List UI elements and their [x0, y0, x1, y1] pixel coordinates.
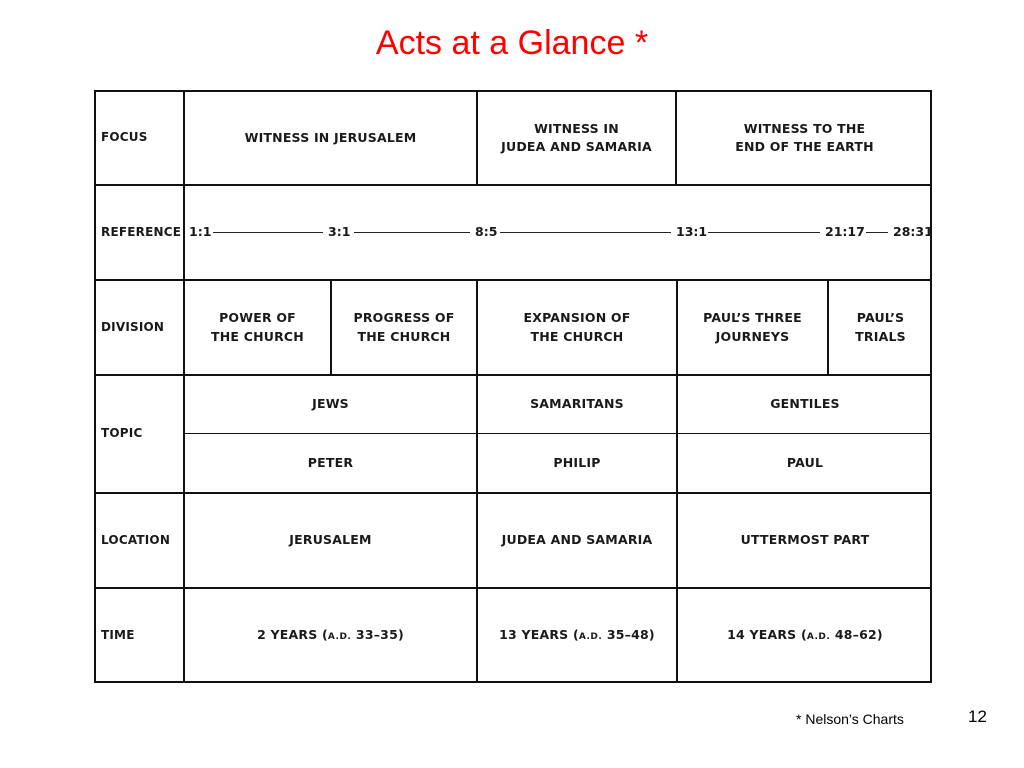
topic-philip: PHILIP	[553, 454, 601, 470]
location-jerusalem: JERUSALEM	[289, 532, 372, 548]
reference-line-5	[866, 232, 888, 233]
reference-line-1	[213, 232, 323, 233]
row-label-reference: REFERENCE	[101, 224, 182, 239]
time-2-years: 2 YEARS (A.D. 33–35)	[257, 627, 404, 643]
topic-gentiles: GENTILES	[770, 396, 840, 412]
reference-point-3: 8:5	[475, 224, 498, 239]
footnote-source: * Nelson’s Charts	[796, 711, 904, 727]
row-divider-focus	[94, 184, 932, 186]
reference-point-5: 21:17	[825, 224, 865, 239]
page-number: 12	[968, 707, 987, 726]
topic-peter: PETER	[307, 454, 354, 470]
division-power: POWER OF THE CHURCH	[211, 310, 304, 344]
reference-point-2: 3:1	[328, 224, 351, 239]
location-judea-samaria: JUDEA AND SAMARIA	[501, 532, 653, 548]
reference-line-3	[500, 232, 671, 233]
division-trials: PAUL’S TRIALS	[855, 310, 906, 344]
division-expansion: EXPANSION OF THE CHURCH	[523, 310, 631, 344]
reference-line-2	[354, 232, 470, 233]
topic-samaritans: SAMARITANS	[530, 396, 624, 412]
location-uttermost: UTTERMOST PART	[740, 532, 870, 548]
time-13-years: 13 YEARS (A.D. 35–48)	[499, 627, 655, 643]
topic-paul: PAUL	[786, 454, 824, 470]
division-journeys: PAUL’S THREE JOURNEYS	[703, 310, 802, 344]
reference-point-6: 28:31	[893, 224, 933, 239]
focus-judea-samaria: WITNESS IN JUDEA AND SAMARIA	[501, 120, 652, 154]
row-label-time: TIME	[101, 627, 135, 642]
row-label-division: DIVISION	[101, 319, 165, 334]
reference-line-4	[708, 232, 820, 233]
row-label-focus: FOCUS	[101, 129, 148, 144]
reference-point-4: 13:1	[676, 224, 708, 239]
row-label-topic: TOPIC	[101, 426, 143, 441]
slide-title: Acts at a Glance *	[375, 24, 649, 62]
topic-jews: JEWS	[312, 396, 349, 412]
time-14-years: 14 YEARS (A.D. 48–62)	[727, 627, 883, 643]
division-progress: PROGRESS OF THE CHURCH	[353, 310, 455, 344]
focus-jerusalem: WITNESS IN JERUSALEM	[244, 129, 417, 145]
reference-point-1: 1:1	[189, 224, 212, 239]
row-label-location: LOCATION	[101, 532, 171, 547]
focus-end-of-earth: WITNESS TO THE END OF THE EARTH	[735, 120, 874, 154]
